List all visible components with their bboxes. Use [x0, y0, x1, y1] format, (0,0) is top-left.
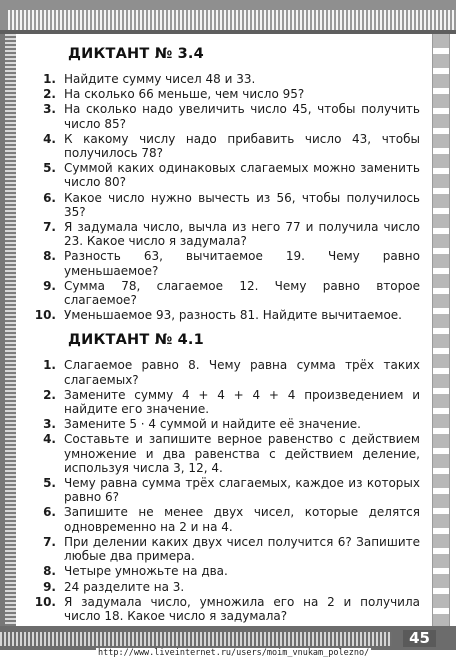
question-number: 4. [43, 432, 56, 447]
question-text: Сумма 78, слагаемое 12. Чему равно второе слагаемое? [64, 278, 420, 308]
question-item [28, 279, 420, 307]
question-number: 6. [43, 190, 56, 205]
dictation-section-3-4 [28, 46, 420, 322]
question-number: 2. [43, 387, 56, 402]
section-title: ДИКТАНТ № 4.1 [68, 332, 204, 349]
question-item [28, 87, 420, 101]
question-item [28, 476, 420, 504]
source-url: http://www.liveinternet.ru/users/moim_vnukam_polezno/ [98, 648, 370, 658]
question-number: 10. [34, 308, 56, 323]
question-text: 24 разделите на 3. [64, 579, 185, 594]
right-decorative-bar [432, 34, 450, 632]
question-number: 7. [43, 220, 56, 235]
question-text: Составьте и запишите верное равенство с действием умножение и два равенства с действием деление, используя числа 3, 12, 4. [64, 432, 420, 475]
question-text: Чему равна сумма трёх слагаемых, каждое из которых равно 6? [64, 476, 420, 505]
question-text: Слагаемое равно 8. Чему равна сумма трёх таких слагаемых? [64, 358, 420, 387]
question-text: На сколько 66 меньше, чем число 95? [64, 87, 305, 102]
question-item [28, 220, 420, 248]
question-number: 9. [43, 278, 56, 293]
question-text: Найдите сумму чисел 48 и 33. [64, 72, 256, 86]
question-number: 10. [34, 594, 56, 609]
question-text: Разность 63, вычитаемое 19. Чему равно уменьшаемое? [64, 249, 420, 278]
bottom-decorative-band [0, 626, 456, 650]
question-item [28, 505, 420, 533]
question-item [28, 308, 420, 322]
top-decorative-band [0, 0, 456, 34]
question-number: 3. [43, 102, 56, 117]
page-number: 45 [403, 630, 436, 647]
question-text: Замените 5 · 4 суммой и найдите её значение. [64, 417, 361, 432]
question-number: 2. [43, 87, 56, 102]
question-item [28, 249, 420, 277]
question-text: Замените сумму 4 + 4 + 4 + 4 произведением и найдите его значение. [64, 387, 420, 417]
question-number: 5. [43, 476, 56, 491]
question-text: При делении каких двух чисел получится 6? Запишите любые два примера. [64, 534, 420, 564]
question-text: Четыре умножьте на два. [64, 564, 228, 579]
question-item [28, 417, 420, 431]
question-item [28, 432, 420, 475]
right-decorative-column [424, 34, 456, 632]
question-item [28, 595, 420, 623]
question-item [28, 191, 420, 219]
question-item [28, 535, 420, 563]
question-number: 8. [43, 249, 56, 264]
question-item [28, 72, 420, 86]
question-number: 8. [43, 564, 56, 579]
dictation-section-4-1 [28, 332, 420, 623]
question-item [28, 388, 420, 416]
page-content [28, 46, 420, 624]
question-text: Запишите не менее двух чисел, которые делятся одновременно на 2 и на 4. [64, 505, 420, 534]
question-text: Суммой каких одинаковых слагаемых можно заменить число 80? [64, 161, 420, 190]
question-text: Какое число нужно вычесть из 56, чтобы получилось 35? [64, 190, 420, 219]
question-number: 1. [43, 358, 56, 373]
question-text: Я задумала число, вычла из него 77 и получила число 23. Какое число я задумала? [64, 220, 420, 249]
section-title: ДИКТАНТ № 3.4 [68, 46, 204, 62]
question-number: 4. [43, 131, 56, 146]
question-item [28, 161, 420, 189]
question-number: 1. [43, 72, 56, 86]
question-text: Уменьшаемое 93, разность 81. Найдите вычитаемое. [64, 308, 402, 323]
question-number: 3. [43, 417, 56, 432]
question-number: 6. [43, 505, 56, 520]
question-text: Я задумала число, умножила его на 2 и получила число 18. Какое число я задумала? [64, 594, 420, 623]
left-binding-strip [0, 34, 16, 632]
question-item [28, 580, 420, 594]
question-item [28, 564, 420, 578]
question-item [28, 358, 420, 386]
question-number: 9. [43, 579, 56, 594]
question-text: К какому числу надо прибавить число 43, чтобы получилось 78? [64, 131, 420, 161]
question-number: 5. [43, 161, 56, 176]
question-text: На сколько надо увеличить число 45, чтобы получить число 85? [64, 102, 420, 131]
question-item [28, 132, 420, 160]
question-item [28, 102, 420, 130]
question-number: 7. [43, 534, 56, 549]
